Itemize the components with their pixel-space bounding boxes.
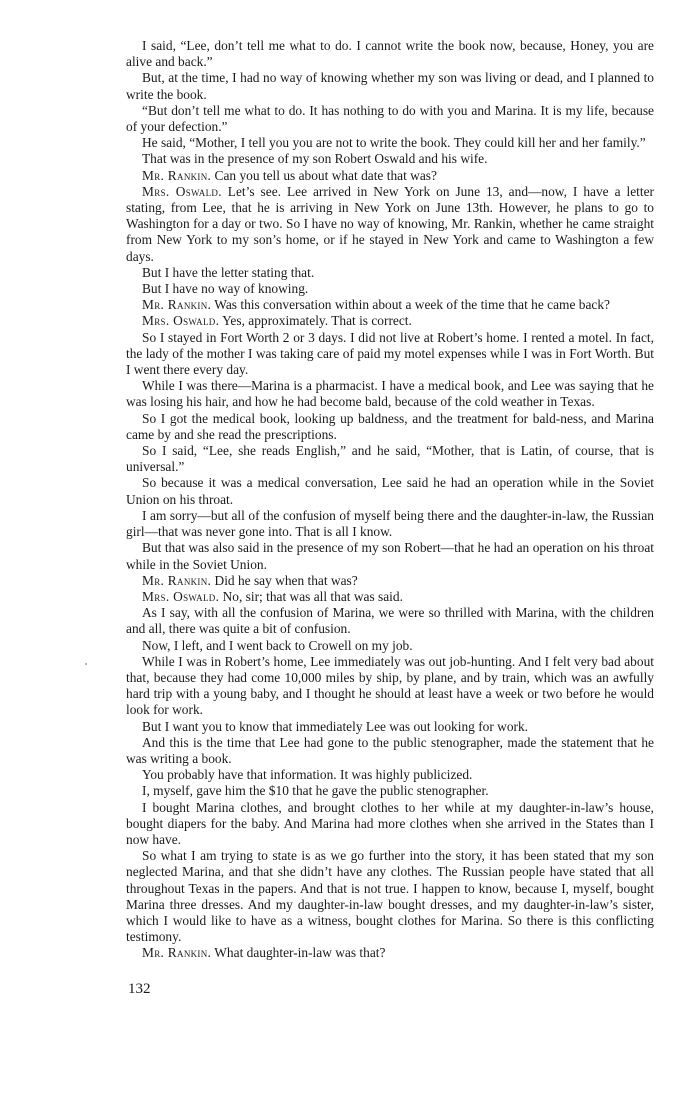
paragraph: He said, “Mother, I tell you you are not to write the book. They could kill her and her family.” <box>142 135 646 151</box>
paragraph: So because it was a medical conversation, Lee said he had an operation while in the Soviet Union on his throat. <box>126 475 654 507</box>
paragraph: As I say, with all the confusion of Marina, we were so thrilled with Marina, with the children and all, there was quite a bit of confusion. <box>126 605 654 637</box>
speech-text: No, sir; that was all that was said. <box>219 588 403 604</box>
paragraph: While I was there—Marina is a pharmacist. I have a medical book, and Lee was saying that he was losing his hair, and how he had become bald, because of the cold weather in Texas. <box>126 378 654 410</box>
testimony-paragraph <box>126 168 654 184</box>
testimony-paragraph <box>126 297 654 313</box>
paragraph: So what I am trying to state is as we go further into the story, it has been stated that my son neglected Marina, and that she didn’t have any clothes. The Russian people have stated that all throughout Texas in the papers. And that is not true. I happen to know, because I, myself, bought Marina three dresses. And my daughter-in-law bought dresses, and my daughter-in-law’s sister, which I would like to have as a witness, bought clothes for Marina. So there is this conflicting testimony. <box>126 848 654 945</box>
paragraph: But I have no way of knowing. <box>142 281 309 297</box>
testimony-paragraph <box>126 313 654 329</box>
paragraph: So I got the medical book, looking up baldness, and the treatment for bald-ness, and Marina came by and she read the prescriptions. <box>126 410 654 442</box>
paragraph: But I want you to know that immediately Lee was out looking for work. <box>142 718 529 734</box>
paragraph: I bought Marina clothes, and brought clothes to her while at my daughter-in-law’s house, bought diapers for the baby. And Marina had more clothes when she arrived in the States than I now have. <box>126 799 654 847</box>
paragraph: While I was in Robert’s home, Lee immediately was out job-hunting. And I felt very bad about that, because they had come 10,000 miles by ship, by plane, and by train, which was an awfully hard trip with a young baby, and I thought he should at least have a week or two before he would look for work. <box>126 653 654 718</box>
speech-text: Let’s see. Lee arrived in New York on June 13, and—now, I have a letter stating, from Lee, that he is arriving in New York on June 13th. However, he plans to go to Washington for a day or two. So I have no way of knowing, Mr. Rankin, whether he came straight from New York to my son’s home, or if he stayed in New York and came to Washington a few days. <box>126 183 654 264</box>
speech-text: Did he say when that was? <box>211 572 358 588</box>
speech-text: Yes, approximately. That is correct. <box>219 313 412 329</box>
paragraph: “But don’t tell me what to do. It has nothing to do with you and Marina. It is my life, because of your defection.” <box>126 102 654 135</box>
speech-text: Was this conversation within about a week of the time that he came back? <box>211 297 610 313</box>
paragraph: I am sorry—but all of the confusion of myself being there and the daughter-in-law, the Russian girl—that was never gone into. That is all I know. <box>126 507 654 540</box>
paragraph: But that was also said in the presence of my son Robert—that he had an operation on his throat while in the Soviet Union. <box>126 540 654 572</box>
speaker-name: Mr. Rankin. <box>142 572 212 588</box>
testimony-paragraph <box>126 589 654 605</box>
speaker-name: Mrs. Oswald. <box>142 588 220 604</box>
speaker-name: Mr. Rankin. <box>142 945 212 961</box>
paragraph: Now, I left, and I went back to Crowell on my job. <box>142 637 413 653</box>
speaker-name: Mr. Rankin. <box>142 297 212 313</box>
paragraph: But, at the time, I had no way of knowing whether my son was living or dead, and I planned to write the book. <box>126 70 654 102</box>
speaker-name: Mrs. Oswald. <box>142 313 220 329</box>
speech-text: Can you tell us about what date that was? <box>211 167 437 183</box>
paragraph: So I stayed in Fort Worth 2 or 3 days. I did not live at Robert’s home. I rented a motel. In fact, the lady of the mother I was taking care of paid my motel expenses while I was in Fort Worth. But I went there every day. <box>126 329 654 378</box>
speaker-name: Mr. Rankin. <box>142 167 212 183</box>
document-page <box>126 38 654 962</box>
paragraph: That was in the presence of my son Robert Oswald and his wife. <box>142 151 488 167</box>
margin-speck <box>85 663 87 665</box>
testimony-paragraph <box>126 184 654 265</box>
testimony-paragraph <box>126 945 654 961</box>
paragraph: I said, “Lee, don’t tell me what to do. I cannot write the book now, because, Honey, you are alive and back.” <box>126 38 654 70</box>
paragraph: You probably have that information. It was highly publicized. <box>142 767 473 783</box>
speech-text: What daughter-in-law was that? <box>211 945 386 961</box>
testimony-paragraph <box>126 573 654 589</box>
paragraph: But I have the letter stating that. <box>142 264 315 280</box>
paragraph: And this is the time that Lee had gone to the public stenographer, made the statement that he was writing a book. <box>126 734 654 766</box>
speaker-name: Mrs. Oswald. <box>142 183 222 199</box>
paragraph: So I said, “Lee, she reads English,” and he said, “Mother, that is Latin, of course, that is universal.” <box>126 443 654 475</box>
paragraph: I, myself, gave him the $10 that he gave the public stenographer. <box>142 783 489 799</box>
page-number: 132 <box>128 980 151 997</box>
